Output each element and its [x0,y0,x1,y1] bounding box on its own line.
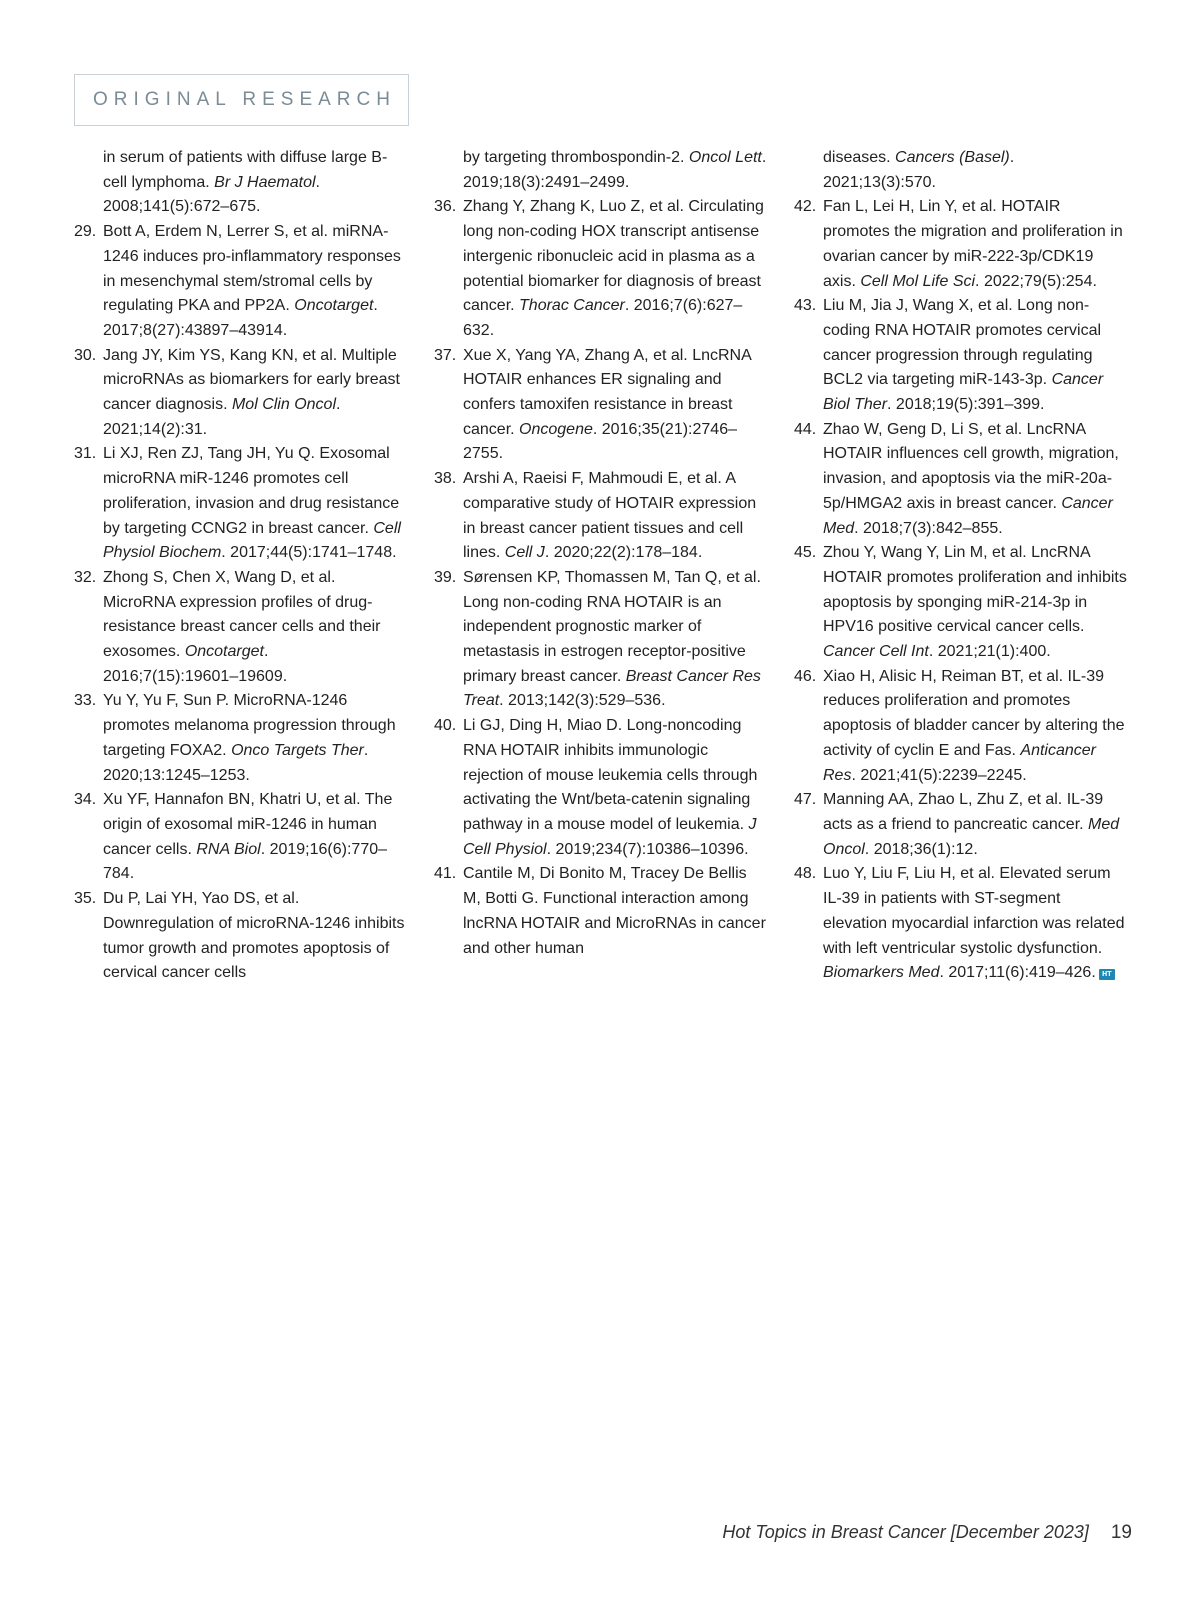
journal-name: Cell Physiol Biochem [103,519,401,562]
reference-fragment: . 2013;142(3):529–536. [499,692,666,710]
reference-text [103,788,408,887]
reference-fragment: Jang JY, Kim YS, Kang KN, et al. Multiple microRNAs as biomarkers for early breast cancer diagnosis. [103,346,400,414]
reference-fragment: Bott A, Erdem N, Lerrer S, et al. miRNA-1246 induces pro-inflammatory responses in mesenchymal stem/stromal cells by regulating PKA and PP2A. [103,223,401,315]
reference-continuation [74,146,408,220]
reference-number: 47. [794,791,817,809]
reference-text [463,714,768,862]
reference-fragment: Fan L, Lei H, Lin Y, et al. HOTAIR promotes the migration and proliferation in ovarian cancer by miR-222-3p/CDK19 axis. [823,198,1123,290]
reference-fragment: Li XJ, Ren ZJ, Tang JH, Yu Q. Exosomal microRNA miR-1246 promotes cell proliferation, invasion and drug resistance by targeting CCNG2 in breast cancer. [103,445,400,537]
reference-item [794,788,1128,862]
reference-text [823,665,1128,789]
reference-fragment: Cantile M, Di Bonito M, Tracey De Bellis M, Botti G. Functional interaction among lncRNA HOTAIR and MicroRNAs in cancer and other human [463,865,766,957]
reference-fragment: . 2016;7(6):627–632. [463,297,743,339]
reference-fragment: . 2022;79(5):254. [975,272,1097,290]
reference-column-3 [794,146,1128,986]
journal-name: Onco Targets Ther [231,741,364,759]
reference-item [434,862,768,961]
reference-fragment: Xu YF, Hannafon BN, Khatri U, et al. The origin of exosomal miR-1246 in human cancer cells. [103,791,393,858]
journal-name: RNA Biol [196,840,261,858]
reference-fragment: Zhang Y, Zhang K, Luo Z, et al. Circulating long non-coding HOX transcript antisense intergenic ribonucleic acid in plasma as a potential biomarker for diagnosis of breast cancer. [463,198,764,315]
journal-name: Biomarkers Med [823,964,940,982]
reference-fragment: . 2021;14(2):31. [103,396,341,438]
reference-fragment: . 2018;7(3):842–855. [854,519,1003,537]
reference-fragment: Xiao H, Alisic H, Reiman BT, et al. IL-39 reduces proliferation and promotes apoptosis of bladder cancer by altering the activity of cyclin E and Fas. [823,667,1125,759]
reference-fragment: Manning AA, Zhao L, Zhu Z, et al. IL-39 acts as a friend to pancreatic cancer. [823,791,1104,833]
reference-item [794,195,1128,294]
reference-fragment: diseases. [823,149,896,166]
reference-number: 40. [434,717,457,735]
reference-continuation [794,146,1128,195]
reference-text [823,146,1128,195]
page-footer [722,1522,1132,1544]
reference-item [434,467,768,566]
reference-item [794,541,1128,665]
reference-fragment: . 2016;35(21):2746–2755. [463,420,737,463]
reference-fragment: . 2020;13:1245–1253. [103,741,369,784]
reference-fragment: . 2018;19(5):391–399. [887,396,1045,414]
reference-text [463,566,768,714]
reference-fragment: Luo Y, Liu F, Liu H, et al. Elevated serum IL-39 in patients with ST-segment elevation myocardial infarction was related with left ventricular systolic dysfunction. [823,865,1125,957]
reference-item [74,788,408,887]
journal-name: Cell J [504,544,545,562]
reference-text [463,467,768,566]
reference-fragment: Li GJ, Ding H, Miao D. Long-noncoding RNA HOTAIR inhibits immunologic rejection of mouse leukemia cells through activating the Wnt/beta-catenin signaling pathway in a mouse model of leukemia. [463,717,758,833]
reference-number: 34. [74,791,97,809]
journal-name: Oncotarget [294,297,374,315]
reference-fragment: . 2017;44(5):1741–1748. [221,544,397,562]
reference-item [794,862,1128,986]
reference-item [74,689,408,788]
reference-fragment: . 2019;16(6):770–784. [103,840,388,883]
section-header-box [74,74,409,126]
reference-fragment: . 2008;141(5):672–675. [103,173,320,216]
reference-item [434,344,768,468]
reference-fragment: Xue X, Yang YA, Zhang A, et al. LncRNA HOTAIR enhances ER signaling and confers tamoxifen resistance in breast cancer. [463,346,751,438]
end-of-article-icon: HT [1099,969,1115,980]
reference-item [74,220,408,344]
reference-fragment: . 2021;41(5):2239–2245. [851,766,1027,784]
journal-name: Cancer Cell Int [823,643,929,661]
reference-fragment: . 2019;18(3):2491–2499. [463,149,767,191]
reference-text [463,146,768,195]
reference-number: 31. [74,445,97,463]
reference-item [434,714,768,862]
reference-text [823,862,1128,986]
journal-name: Breast Cancer Res Treat [463,667,761,710]
reference-fragment: . 2016;7(15):19601–19609. [103,643,288,685]
reference-text [103,146,408,220]
reference-number: 44. [794,420,817,438]
reference-number: 38. [434,470,457,488]
reference-fragment: Yu Y, Yu F, Sun P. MicroRNA-1246 promotes melanoma progression through targeting FOXA2. [103,692,396,759]
reference-text [463,344,768,468]
reference-column-1 [74,146,408,986]
reference-item [794,418,1128,542]
reference-fragment: by targeting thrombospondin-2. [463,149,689,166]
journal-name: J Cell Physiol [463,815,757,858]
journal-name: Cancer Biol Ther [823,371,1104,414]
reference-fragment: Zhao W, Geng D, Li S, et al. LncRNA HOTAIR influences cell growth, migration, invasion, and apoptosis via the miR-20a-5p/HMGA2 axis in breast cancer. [823,420,1119,512]
journal-name: Mol Clin Oncol [231,396,336,414]
journal-name: Thorac Cancer [519,297,625,315]
reference-column-2 [434,146,768,961]
reference-fragment: Arshi A, Raeisi F, Mahmoudi E, et al. A comparative study of HOTAIR expression in breast cancer patient tissues and cell lines. [463,470,757,562]
reference-item [74,344,408,443]
reference-text [103,689,408,788]
reference-number: 41. [434,865,457,883]
page-number: 19 [1110,1522,1132,1543]
reference-number: 30. [74,346,97,364]
reference-number: 29. [74,223,97,241]
reference-fragment: in serum of patients with diffuse large B-cell lymphoma. [103,149,388,191]
reference-number: 43. [794,297,817,315]
reference-fragment: Du P, Lai YH, Yao DS, et al. Downregulation of microRNA-1246 inhibits tumor growth and promotes apoptosis of cervical cancer cells [103,890,405,982]
reference-fragment: Zhong S, Chen X, Wang D, et al. MicroRNA expression profiles of drug-resistance breast cancer cells and their exosomes. [103,568,381,661]
reference-text [823,541,1128,665]
reference-text [103,887,408,986]
reference-number: 32. [74,568,97,586]
reference-item [74,442,408,566]
reference-fragment: Zhou Y, Wang Y, Lin M, et al. LncRNA HOTAIR promotes proliferation and inhibits apoptosis by sponging miR-214-3p in HPV16 positive cervical cancer cells. [823,544,1127,636]
journal-name: Oncogene [519,420,593,438]
reference-number: 39. [434,568,457,586]
reference-number: 46. [794,667,817,685]
reference-text [463,862,768,961]
reference-item [794,665,1128,789]
journal-name: Cell Mol Life Sci [860,272,976,290]
footer-journal-title: Hot Topics in Breast Cancer [December 2023] [722,1522,1089,1542]
reference-number: 35. [74,890,97,908]
reference-text [823,788,1128,862]
reference-text [103,442,408,566]
reference-item [434,566,768,714]
reference-number: 42. [794,198,817,216]
reference-fragment: . 2020;22(2):178–184. [544,544,703,562]
reference-number: 37. [434,346,457,364]
journal-name: Oncotarget [184,643,264,661]
reference-fragment: . 2018;36(1):12. [864,840,978,858]
journal-name: Br J Haematol [214,173,316,191]
journal-name: Anticancer Res [823,741,1096,784]
reference-fragment: . 2021;13(3):570. [823,149,1015,191]
reference-text [823,294,1128,418]
section-label: ORIGINAL RESEARCH [93,89,396,110]
journal-name: Med Oncol [823,815,1120,858]
reference-text [823,195,1128,294]
reference-item [74,566,408,690]
reference-number: 36. [434,198,457,216]
reference-fragment: . 2021;21(1):400. [928,643,1051,661]
reference-item [434,195,768,343]
reference-number: 45. [794,544,817,562]
reference-fragment: Liu M, Jia J, Wang X, et al. Long non-coding RNA HOTAIR promotes cervical cancer progression through regulating BCL2 via targeting miR-143-3p. [823,297,1102,389]
journal-name: Cancers (Basel) [895,149,1010,166]
reference-text [463,195,768,343]
reference-continuation [434,146,768,195]
reference-text [823,418,1128,542]
reference-item [74,887,408,986]
reference-text [103,344,408,443]
reference-fragment: . 2017;11(6):419–426. [939,964,1096,982]
reference-fragment: Sørensen KP, Thomassen M, Tan Q, et al. Long non-coding RNA HOTAIR is an independent prognostic marker of metastasis in estrogen receptor-positive primary breast cancer. [463,568,761,685]
reference-text [103,566,408,690]
journal-name: Oncol Lett [688,149,762,166]
reference-number: 33. [74,692,97,710]
reference-fragment: . 2017;8(27):43897–43914. [103,297,378,339]
reference-text [103,220,408,344]
journal-name: Cancer Med [823,494,1113,537]
reference-item [794,294,1128,418]
reference-number: 48. [794,865,817,883]
reference-fragment: . 2019;234(7):10386–10396. [546,840,749,858]
